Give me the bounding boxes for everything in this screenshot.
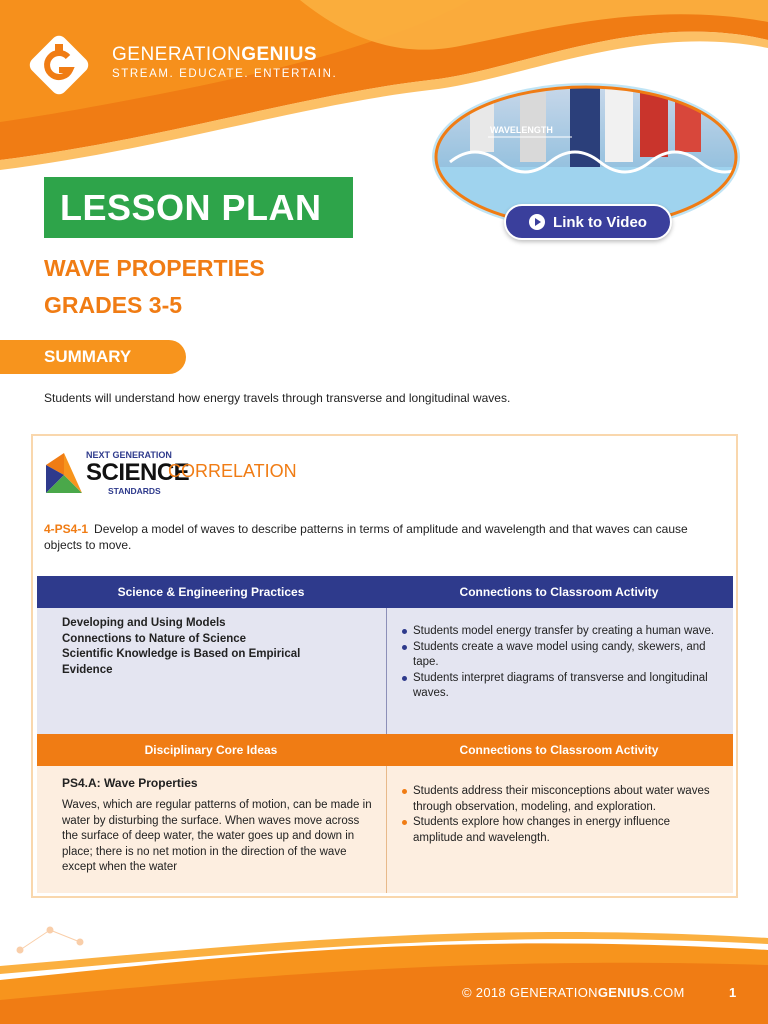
practice-item: Scientific Knowledge is Based on Empirical [62, 648, 301, 660]
list-item: Students explore how changes in energy influence amplitude and wavelength. [401, 815, 717, 846]
ngss-logo-icon [42, 449, 86, 501]
dci-activities-list [401, 784, 717, 846]
dci-connections-header: Connections to Classroom Activity [459, 743, 659, 757]
correlation-label: CORRELATION [168, 461, 297, 481]
brand-tagline: STREAM. EDUCATE. ENTERTAIN. [112, 68, 338, 80]
dci-header-row [37, 734, 733, 766]
standard-code: 4-PS4-1 [44, 522, 89, 536]
list-item: Students model energy transfer by creating a human wave. [401, 624, 717, 640]
summary-text: Students will understand how energy travels through transverse and longitudinal waves. [44, 391, 511, 405]
dci-text: Waves, which are regular patterns of motion, can be made in water by disturbing the surface. When waves move across the surface of deep water, the water goes up and down in place; there is no net motion in the direction of the wave except when the water [62, 799, 372, 873]
list-item: Students address their misconceptions about water waves through observation, modeling, and exploration. [401, 784, 717, 815]
copyright-text: © 2018 GENERATIONGENIUS.COM [462, 985, 685, 1000]
play-icon [529, 214, 545, 230]
practice-item: Developing and Using Models [62, 617, 226, 629]
practice-item: Evidence [62, 663, 113, 676]
page-number: 1 [729, 985, 737, 1000]
lesson-plan-badge: LESSON PLAN [44, 177, 353, 238]
summary-tab: SUMMARY [0, 340, 186, 374]
brand-name: GENERATIONGENIUS [112, 44, 318, 65]
link-to-video-button[interactable] [504, 204, 672, 240]
brand [112, 44, 337, 80]
practices-connections-header: Connections to Classroom Activity [459, 585, 659, 599]
ngss-standards: STANDARDS [108, 486, 161, 496]
generation-genius-logo [24, 30, 94, 100]
practices-activities-list [401, 624, 717, 702]
practice-item: Connections to Nature of Science [62, 632, 247, 645]
standard-text: Develop a model of waves to describe patterns in terms of amplitude and wavelength and that waves can cause objects to move. [44, 522, 688, 552]
footer-background [0, 920, 768, 1024]
ngss-science: SCIENCE [86, 459, 190, 486]
practices-header-row [37, 576, 733, 608]
list-item: Students create a wave model using candy, skewers, and tape. [401, 640, 717, 671]
ngss-next-generation: NEXT GENERATION [86, 450, 172, 460]
lesson-grades: GRADES 3-5 [44, 292, 183, 318]
standard-statement [44, 521, 704, 553]
practices-list [62, 616, 300, 678]
dci-title: PS4.A: Wave Properties [62, 776, 198, 790]
dci-header: Disciplinary Core Ideas [144, 743, 278, 757]
link-to-video-label: Link to Video [553, 213, 647, 231]
wavelength-caption: WAVELENGTH [490, 125, 553, 135]
list-item: Students interpret diagrams of transverse and longitudinal waves. [401, 671, 717, 702]
lesson-topic: WAVE PROPERTIES [44, 255, 265, 281]
practices-header: Science & Engineering Practices [117, 585, 305, 599]
